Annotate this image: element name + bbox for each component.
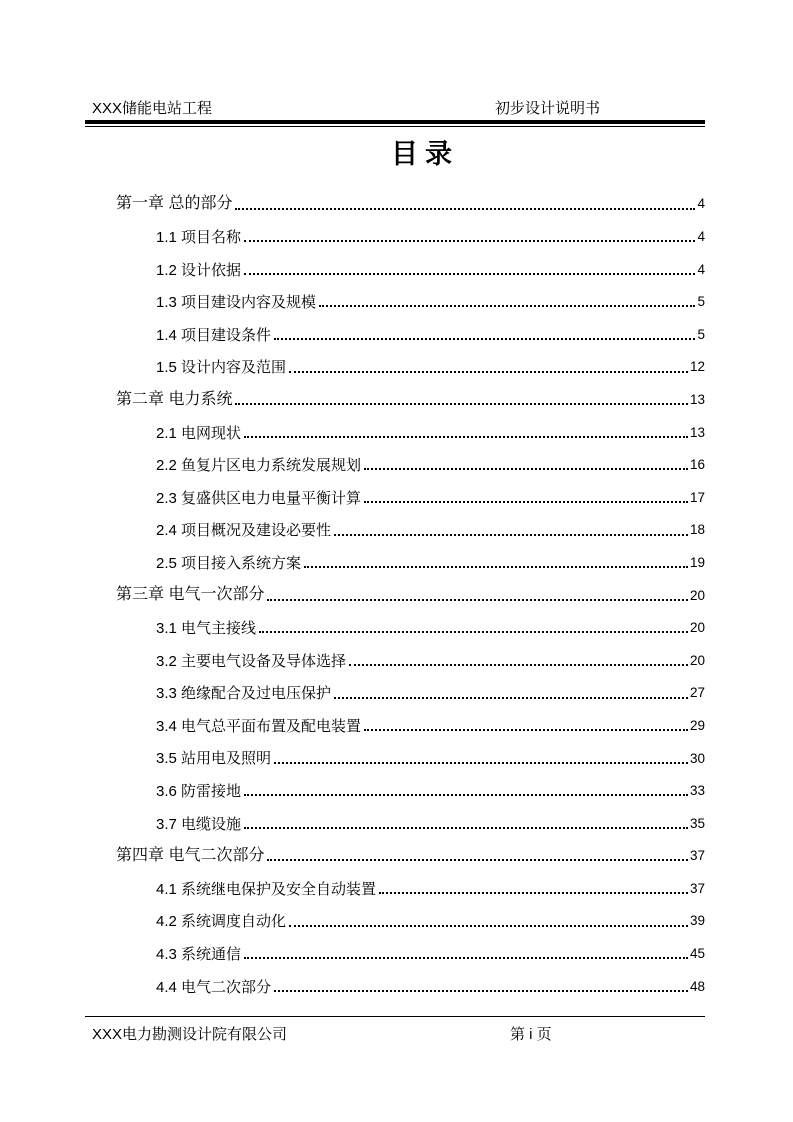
- toc-entry-label: 4.1 系统继电保护及安全自动装置: [156, 880, 377, 898]
- toc-entry-chapter: [85, 572, 705, 605]
- toc-dot-leader: [267, 599, 688, 601]
- toc-entry-page-number: 45: [689, 946, 705, 962]
- toc-dot-leader: [259, 631, 688, 633]
- footer-page-number: 第 i 页: [510, 1026, 552, 1043]
- toc-dot-leader: [244, 827, 688, 829]
- toc-entry-label: 3.3 绝缘配合及过电压保护: [156, 685, 332, 703]
- toc-dot-leader: [379, 892, 688, 894]
- toc-entry-label: 1.3 项目建设内容及规模: [156, 294, 317, 312]
- toc-dot-leader: [274, 990, 688, 992]
- toc-entry-label: 3.5 站用电及照明: [156, 750, 272, 768]
- toc-dot-leader: [244, 436, 688, 438]
- toc-entry-section: [85, 605, 705, 638]
- toc-entry-section: [85, 279, 705, 312]
- toc-dot-leader: [289, 371, 688, 373]
- toc-entry-section: [85, 344, 705, 377]
- toc-dot-leader: [274, 762, 688, 764]
- toc-title: [85, 132, 705, 171]
- page-header: [85, 96, 705, 127]
- toc-entry-section: [85, 540, 705, 573]
- toc-dot-leader: [334, 697, 688, 699]
- toc-entry-page-number: 4: [697, 196, 705, 212]
- toc-entry-chapter: [85, 833, 705, 866]
- toc-dot-leader: [235, 403, 688, 405]
- toc-entry-section: [85, 800, 705, 833]
- toc-dot-leader: [364, 468, 688, 470]
- toc-entry-section: [85, 474, 705, 507]
- toc-entry-label: 3.1 电气主接线: [156, 620, 257, 638]
- toc-entry-section: [85, 963, 705, 996]
- toc-entry-label: 3.6 防雷接地: [156, 783, 242, 801]
- toc-entry-page-number: 29: [689, 717, 705, 733]
- page-header-texts: [85, 96, 705, 120]
- toc-dot-leader: [319, 305, 695, 307]
- toc-entry-page-number: 33: [689, 783, 705, 799]
- toc-dot-leader: [267, 859, 688, 861]
- toc-entry-section: [85, 637, 705, 670]
- toc-entry-section: [85, 311, 705, 344]
- toc-entry-label: 3.4 电气总平面布置及配电装置: [156, 717, 362, 735]
- toc-entry-page-number: 18: [689, 522, 705, 538]
- header-doc-type: 初步设计说明书: [495, 100, 601, 117]
- toc-entry-section: [85, 507, 705, 540]
- toc-entry-label: 第三章 电气一次部分: [116, 586, 265, 604]
- toc-entry-chapter: [85, 377, 705, 410]
- toc-entry-label: 2.4 项目概况及建设必要性: [156, 522, 332, 540]
- toc-entry-label: 1.4 项目建设条件: [156, 326, 272, 344]
- toc-title-text: 目录: [391, 139, 459, 169]
- toc-entry-label: 2.1 电网现状: [156, 424, 242, 442]
- toc-dot-leader: [244, 273, 695, 275]
- toc-entry-page-number: 16: [689, 457, 705, 473]
- toc-entry-page-number: 17: [689, 489, 705, 505]
- toc-entry-page-number: 4: [697, 229, 705, 244]
- toc-entry-label: 第四章 电气二次部分: [116, 847, 265, 865]
- toc-entry-label: 4.4 电气二次部分: [156, 978, 272, 996]
- toc-entry-section: [85, 214, 705, 247]
- toc-entry-label: 2.5 项目接入系统方案: [156, 554, 302, 572]
- toc-dot-leader: [289, 925, 688, 927]
- toc-entry-page-number: 39: [689, 913, 705, 929]
- toc-entry-section: [85, 442, 705, 475]
- toc-dot-leader: [334, 534, 688, 536]
- toc-entry-label: 1.5 设计内容及范围: [156, 359, 287, 377]
- toc-entry-page-number: 5: [697, 326, 705, 342]
- toc-entry-section: [85, 246, 705, 279]
- toc-dot-leader: [304, 566, 688, 568]
- toc-entry-page-number: 37: [689, 880, 705, 896]
- toc-list: [85, 181, 705, 996]
- toc-entry-label: 1.2 设计依据: [156, 261, 242, 279]
- toc-entry-label: 2.3 复盛供区电力电量平衡计算: [156, 489, 362, 507]
- toc-entry-page-number: 48: [689, 978, 705, 994]
- toc-entry-page-number: 19: [689, 554, 705, 570]
- toc-entry-label: 4.3 系统通信: [156, 946, 242, 963]
- header-project-name: XXX储能电站工程: [92, 100, 213, 117]
- toc-entry-section: [85, 768, 705, 801]
- toc-dot-leader: [364, 501, 688, 503]
- toc-entry-label: 3.2 主要电气设备及导体选择: [156, 652, 347, 670]
- toc-entry-page-number: 13: [689, 391, 705, 407]
- header-rule-line: [85, 120, 705, 127]
- toc-entry-page-number: 35: [689, 815, 705, 831]
- toc-entry-page-number: 30: [689, 750, 705, 766]
- toc-entry-label: 1.1 项目名称: [156, 228, 242, 246]
- toc-entry-label: 第一章 总的部分: [116, 195, 233, 213]
- toc-entry-page-number: 20: [689, 587, 705, 603]
- toc-entry-section: [85, 898, 705, 931]
- toc-entry-section: [85, 703, 705, 736]
- toc-entry-page-number: 20: [689, 652, 705, 668]
- toc-dot-leader: [244, 794, 688, 796]
- toc-entry-label: 4.2 系统调度自动化: [156, 913, 287, 931]
- footer-company-name: XXX电力勘测设计院有限公司: [92, 1026, 288, 1043]
- toc-entry-section: [85, 670, 705, 703]
- toc-entry-section: [85, 931, 705, 964]
- toc-dot-leader: [235, 208, 695, 210]
- toc-entry-page-number: 27: [689, 685, 705, 701]
- toc-entry-label: 3.7 电缆设施: [156, 815, 242, 833]
- toc-entry-page-number: 13: [689, 424, 705, 440]
- toc-dot-leader: [349, 664, 688, 666]
- toc-entry-label: 2.2 鱼复片区电力系统发展规划: [156, 457, 362, 475]
- toc-entry-page-number: 5: [697, 294, 705, 310]
- toc-entry-page-number: 4: [697, 261, 705, 277]
- toc-entry-page-number: 37: [689, 848, 705, 864]
- toc-entry-section: [85, 865, 705, 898]
- toc-dot-leader: [274, 338, 695, 340]
- toc-entry-label: 第二章 电力系统: [116, 390, 233, 408]
- toc-dot-leader: [364, 729, 688, 731]
- toc-dot-leader: [244, 240, 695, 242]
- toc-entry-page-number: 12: [689, 359, 705, 375]
- page-footer: [85, 1016, 705, 1053]
- toc-entry-section: [85, 409, 705, 442]
- toc-entry-page-number: 20: [689, 620, 705, 636]
- toc-dot-leader: [244, 957, 688, 959]
- toc-entry-chapter: [85, 181, 705, 214]
- toc-entry-section: [85, 735, 705, 768]
